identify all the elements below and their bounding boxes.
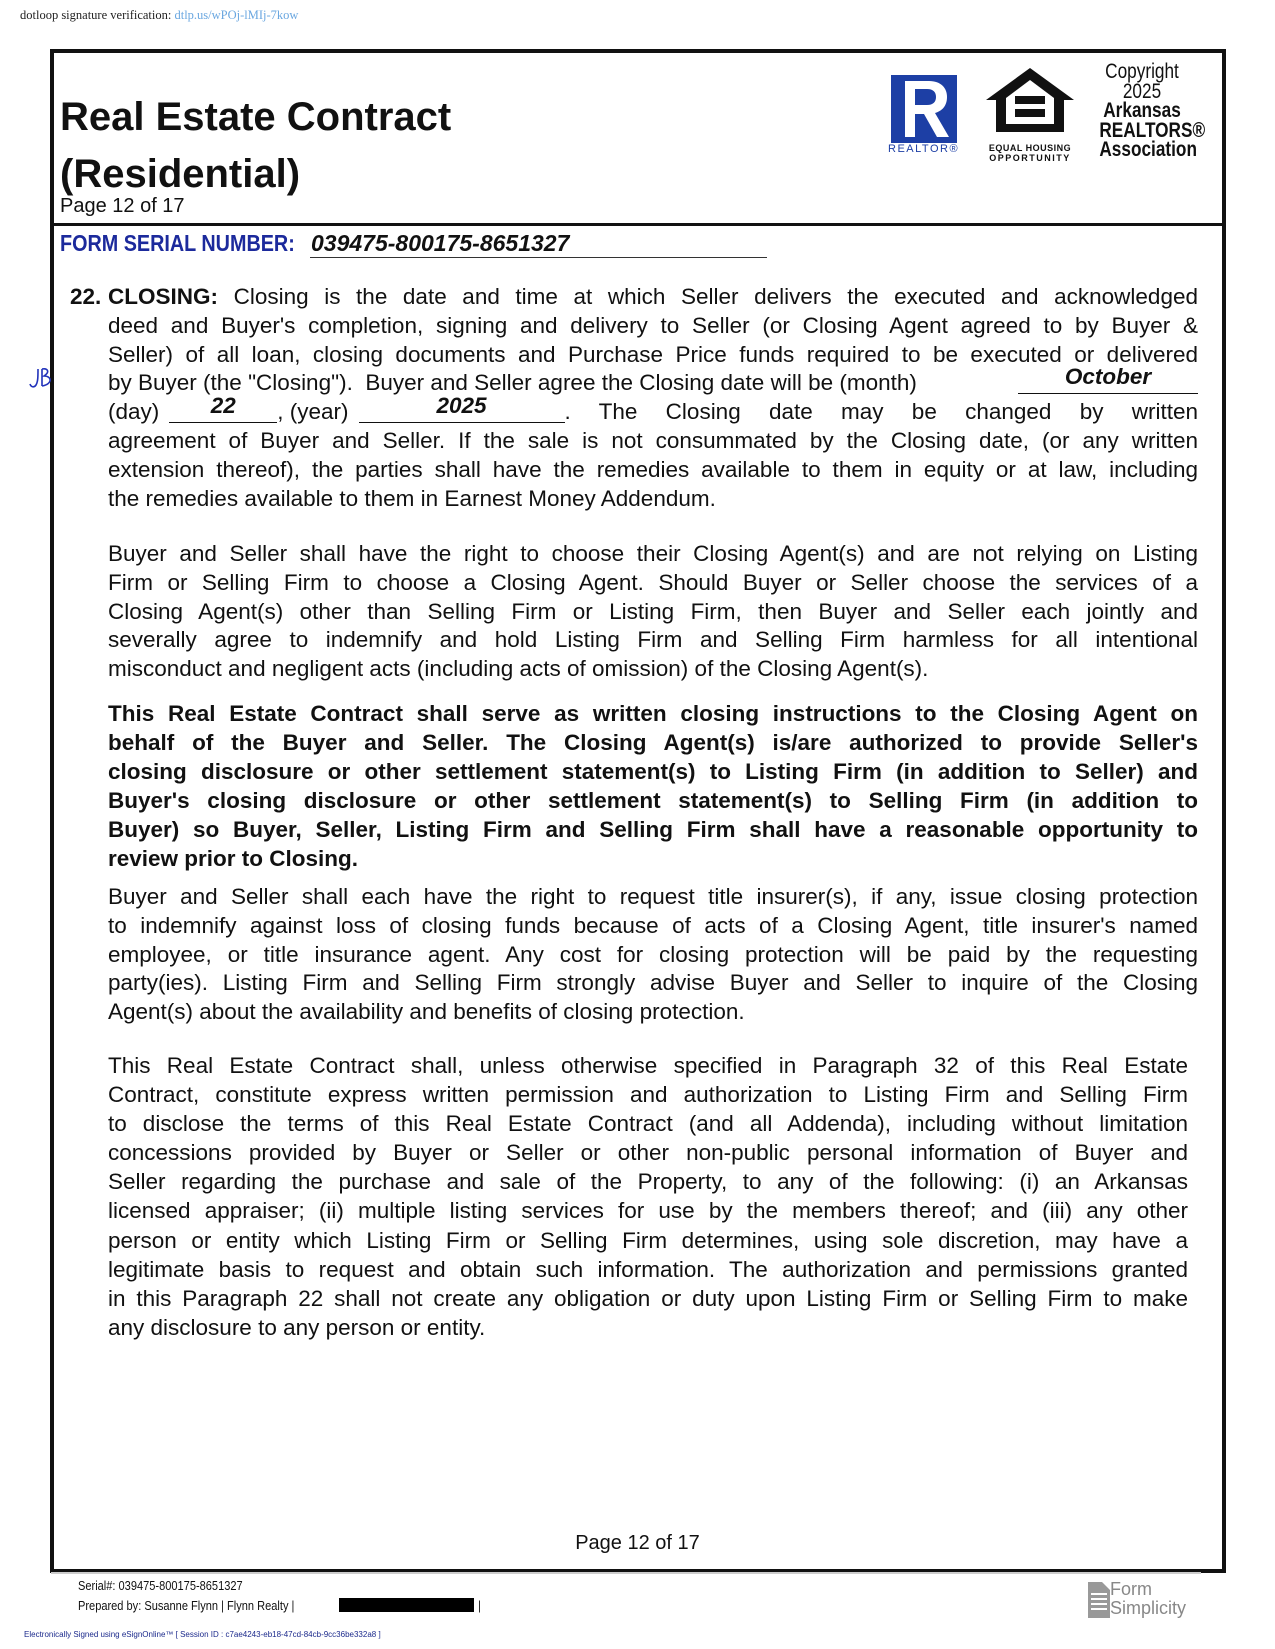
text-line: party(ies). Listing Firm and Selling Firm strongly advise Buyer and Seller to inquire of the Closing	[108, 970, 1198, 996]
realtor-logo-icon	[891, 75, 957, 143]
form-serial-number: 039475-800175-8651327	[311, 230, 570, 256]
text-line: This Real Estate Contract shall, unless otherwise specified in Paragraph 32 of this Real Estate	[108, 1053, 1188, 1078]
day-label: (day)	[108, 399, 160, 425]
copyright-line: Copyright	[1105, 60, 1179, 83]
text-line: to indemnify against loss of closing funds because of acts of a Closing Agent, title insurer's named	[108, 912, 1198, 938]
copyright-year: 2025	[1122, 79, 1162, 103]
closing-agent-paragraph	[108, 540, 1198, 684]
text-line: Contract, constitute express written permission and authorization to Listing Firm and Selling Firm	[108, 1082, 1188, 1108]
text-line: Buyer and Seller shall have the right to choose their Closing Agent(s) and are not relying on Listing	[108, 541, 1198, 566]
logo-word-simplicity: Simplicity	[1110, 1598, 1187, 1618]
text-line: employee, or title insurance agent. Any cost for closing protection will be paid by the requesting	[108, 941, 1198, 967]
disclosure-authorization-paragraph	[108, 1051, 1188, 1342]
text-span: . The Closing date may be changed by written	[564, 399, 1198, 425]
text-line: Seller) of all loan, closing documents and Purchase Price funds required to be executed or delivered	[108, 341, 1198, 367]
text-line: concessions provided by Buyer or Seller or other non-public personal information of Buyer and	[108, 1140, 1188, 1166]
year-label: , (year)	[277, 399, 349, 425]
text-line: person or entity which Listing Firm or Selling Firm determines, using sole discretion, may have a	[108, 1227, 1188, 1253]
text-line: deed and Buyer's completion, signing and delivery to Seller (or Closing Agent agreed to by Buyer &	[108, 312, 1198, 338]
text-line: in this Paragraph 22 shall not create any obligation or duty upon Listing Firm or Selling Firm to make	[108, 1285, 1188, 1311]
text-line: Closing Agent(s) other than Selling Firm or Listing Firm, then Buyer and Seller each jointly and	[108, 598, 1198, 624]
closing-paragraph-1	[108, 283, 1198, 513]
text-line	[108, 283, 1198, 312]
text-line: misconduct and negligent acts (including acts of omission) of the Closing Agent(s).	[108, 656, 929, 682]
closing-year-field[interactable]	[359, 393, 565, 423]
text-line: Seller regarding the purchase and sale of the Property, to any of the following: (i) an Arkansas	[108, 1169, 1188, 1195]
text-line: agreement of Buyer and Seller. If the sale is not consummated by the Closing date, (or any written	[108, 427, 1198, 453]
text-line: closing disclosure or other settlement statement(s) to Listing Firm (in addition to Seller) and	[108, 759, 1198, 784]
text-line: extension thereof), the parties shall have the remedies available to them in equity or at law, including	[108, 456, 1198, 482]
text-span: Closing is the date and time at which Seller delivers the executed and acknowledged	[233, 284, 1198, 309]
footer-separator: |	[478, 1598, 481, 1613]
redacted-box	[339, 1598, 474, 1612]
closing-month-field[interactable]	[1018, 364, 1198, 394]
logo-word-form: Form	[1110, 1579, 1152, 1599]
copyright-line: REALTORS®	[1099, 118, 1206, 142]
eho-label-line2: OPPORTUNITY	[989, 153, 1071, 163]
realtor-logo-label: REALTOR®	[888, 143, 960, 155]
text-line: licensed appraiser; (ii) multiple listing services for use by the members thereof; and (iii) any other	[108, 1198, 1188, 1224]
text-line: Firm or Selling Firm to choose a Closing Agent. Should Buyer or Seller choose the services of a	[108, 569, 1198, 595]
document-icon	[1088, 1582, 1110, 1618]
text-line: any disclosure to any person or entity.	[108, 1314, 486, 1340]
closing-protection-paragraph	[108, 883, 1198, 1027]
eho-label-line1: EQUAL HOUSING	[988, 143, 1072, 153]
copyright-notice	[1099, 60, 1206, 161]
text-line: legitimate basis to request and obtain such information. The authorization and permissions granted	[108, 1256, 1188, 1282]
form-serial-label: FORM SERIAL NUMBER:	[60, 230, 295, 256]
footer-divider	[51, 1572, 1201, 1574]
initials-jb-signature-icon	[28, 366, 60, 392]
text-line: severally agree to indemnify and hold Listing Firm and Selling Firm harmless for all intentional	[108, 627, 1198, 653]
footer-serial: Serial#: 039475-800175-8651327	[78, 1578, 243, 1593]
text-line: Agent(s) about the availability and benefits of closing protection.	[108, 999, 745, 1025]
text-line: Buyer and Seller shall each have the right to request title insurer(s), if any, issue closing protection	[108, 884, 1198, 909]
text-line: to disclose the terms of this Real Estate Contract (and all Addenda), including without limitation	[108, 1111, 1188, 1137]
closing-month-value: October	[1064, 364, 1152, 390]
closing-day-field[interactable]	[169, 393, 277, 423]
section-number: 22.	[70, 284, 102, 309]
copyright-line: Arkansas	[1103, 99, 1181, 122]
equal-housing-logo-icon	[984, 66, 1076, 163]
text-line: the remedies available to them in Earnest Money Addendum.	[108, 485, 716, 511]
page-number-header: Page 12 of 17	[60, 195, 185, 217]
esign-session-id: Electronically Signed using eSignOnline™ [ Session ID : c7ae4243-eb18-47cd-84cb-9cc36be332a8 ]	[24, 1630, 381, 1639]
text-line	[108, 393, 1198, 427]
text-line: behalf of the Buyer and Seller. The Closing Agent(s) is/are authorized to provide Seller's	[108, 730, 1198, 755]
page-title: Real Estate Contract	[60, 95, 452, 139]
closing-day-value: 22	[210, 393, 236, 419]
header-divider	[52, 223, 1222, 226]
verification-link[interactable]: dtlp.us/wPOj-lMIj-7kow	[174, 8, 299, 22]
serial-underline	[310, 257, 767, 258]
text-line: This Real Estate Contract shall serve as written closing instructions to the Closing Agent on	[108, 701, 1198, 726]
text-line: Buyer) so Buyer, Seller, Listing Firm and Selling Firm shall have a reasonable opportunity to	[108, 817, 1198, 842]
footer-prepared-by: Prepared by: Susanne Flynn | Flynn Realty |	[78, 1598, 295, 1613]
copyright-line: Association	[1099, 138, 1197, 161]
verification-label: dotloop signature verification:	[20, 8, 172, 22]
page-number-footer: Page 12 of 17	[575, 1532, 700, 1554]
closing-year-value: 2025	[436, 393, 487, 419]
page-subtitle: (Residential)	[60, 152, 301, 196]
closing-instructions-paragraph	[108, 699, 1198, 873]
text-line: review prior to Closing.	[108, 846, 359, 871]
section-heading: CLOSING:	[108, 284, 218, 309]
signature-verification	[20, 8, 298, 23]
text-span: by Buyer (the "Closing"). Buyer and Seller agree the Closing date will be (month)	[108, 370, 917, 396]
text-line: Buyer's closing disclosure or other settlement statement(s) to Selling Firm (in addition to	[108, 788, 1198, 813]
